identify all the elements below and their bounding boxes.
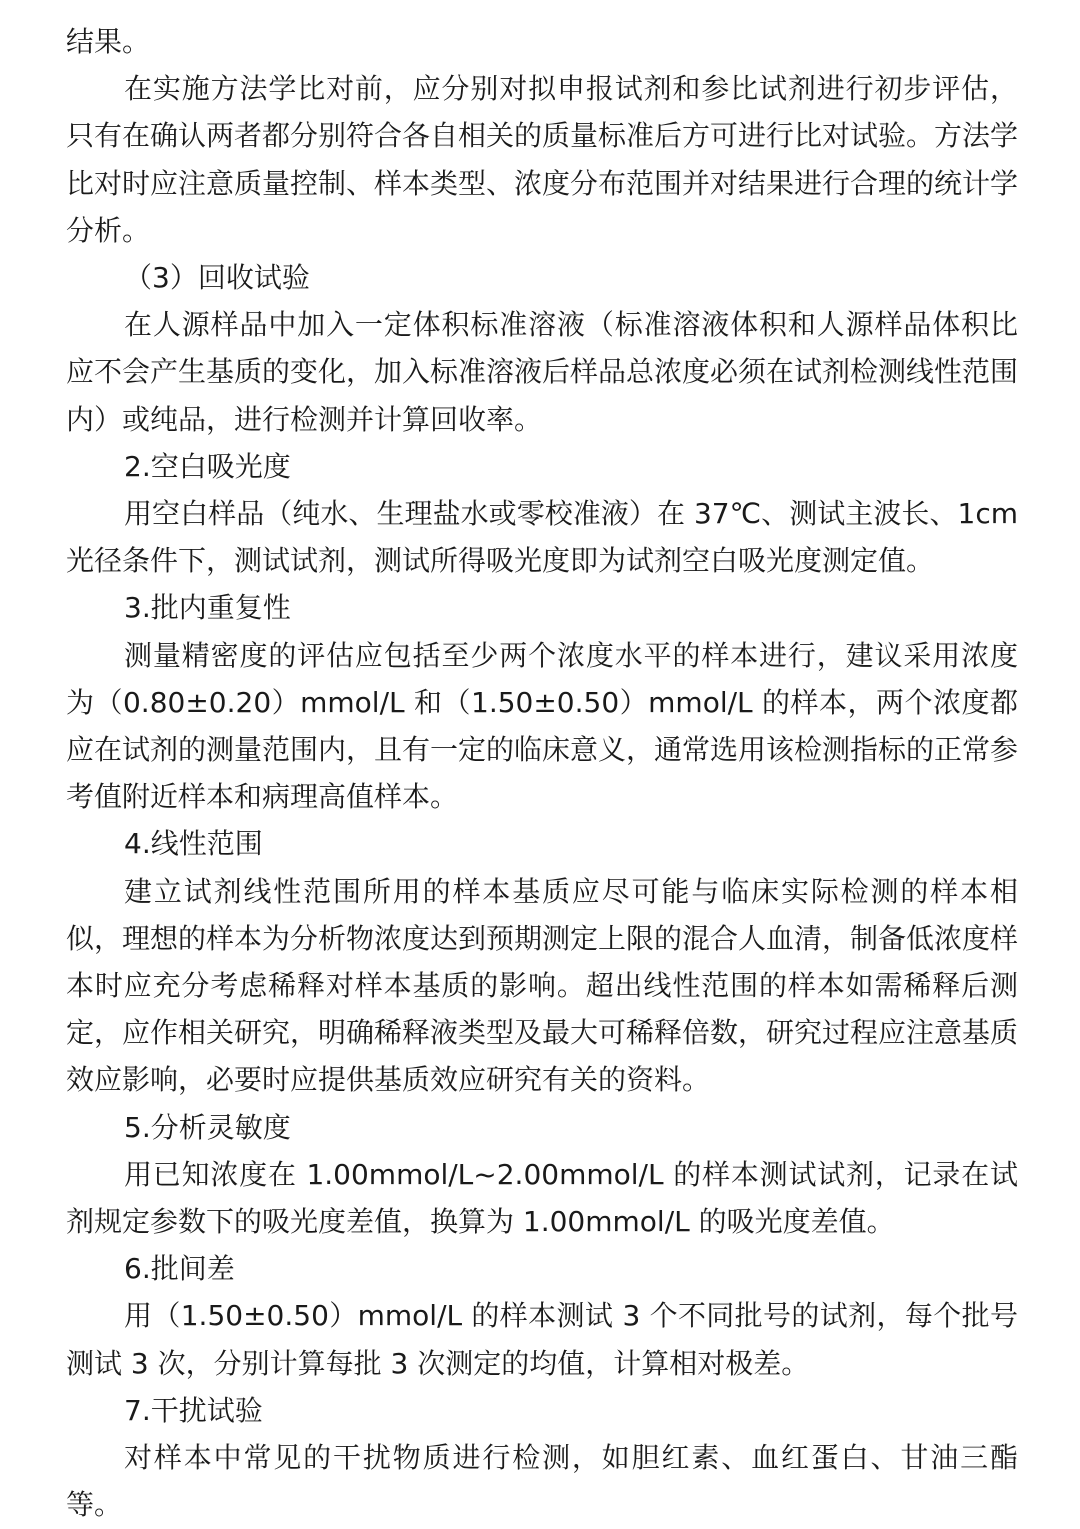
- paragraph-recovery-test: 在人源样品中加入一定体积标准溶液（标准溶液体积和人源样品体积比应不会产生基质的变化，加入标准溶液后样品总浓度必须在试剂检测线性范围内）或纯品，进行检测并计算回收率。: [66, 308, 1019, 436]
- heading-between-lot-difference: 6.批间差: [124, 1252, 235, 1286]
- paragraph-blank-absorbance: 用空白样品（纯水、生理盐水或零校准液）在 37℃、测试主波长、1cm 光径条件下，测试试剂，测试所得吸光度即为试剂空白吸光度测定值。: [66, 497, 1018, 578]
- paragraph-within-run-repeatability: 测量精密度的评估应包括至少两个浓度水平的样本进行，建议采用浓度为（0.80±0.20）mmol/L 和（1.50±0.50）mmol/L 的样本，两个浓度都应在试剂的测量范围内，且有一定的临床意义，通常选用该检测指标的正常参考值附近样本和病理高值样本。: [66, 638, 1019, 814]
- paragraph-between-lot-difference: 用（1.50±0.50）mmol/L 的样本测试 3 个不同批号的试剂，每个批号测试 3 次，分别计算每批 3 次测定的均值，计算相对极差。: [66, 1299, 1018, 1380]
- paragraph-interference-test: 对样本中常见的干扰物质进行检测，如胆红素、血红蛋白、甘油三酯等。: [66, 1441, 1018, 1522]
- paragraph-linear-range: 建立试剂线性范围所用的样本基质应尽可能与临床实际检测的样本相似，理想的样本为分析物浓度达到预期测定上限的混合人血清，制备低浓度样本时应充分考虑稀释对样本基质的影响。超出线性范围的样本如需稀释后测定，应作相关研究，明确稀释液类型及最大可稀释倍数，研究过程应注意基质效应影响，必要时应提供基质效应研究有关的资料。: [66, 874, 1019, 1097]
- heading-within-run-repeatability: 3.批内重复性: [124, 591, 291, 625]
- paragraph-analytical-sensitivity: 用已知浓度在 1.00mmol/L~2.00mmol/L 的样本测试试剂，记录在试剂规定参数下的吸光度差值，换算为 1.00mmol/L 的吸光度差值。: [66, 1157, 1018, 1239]
- heading-interference-test: 7.干扰试验: [124, 1393, 263, 1427]
- heading-recovery-test: （3）回收试验: [124, 261, 310, 295]
- heading-blank-absorbance: 2.空白吸光度: [124, 449, 291, 483]
- heading-analytical-sensitivity: 5.分析灵敏度: [124, 1110, 291, 1144]
- heading-linear-range: 4.线性范围: [124, 827, 263, 861]
- paragraph-method-comparison: 在实施方法学比对前，应分别对拟申报试剂和参比试剂进行初步评估，只有在确认两者都分别符合各自相关的质量标准后方可进行比对试验。方法学比对时应注意质量控制、样本类型、浓度分布范围并对结果进行合理的统计学分析。: [66, 72, 1019, 247]
- paragraph-result-end: 结果。: [66, 25, 151, 58]
